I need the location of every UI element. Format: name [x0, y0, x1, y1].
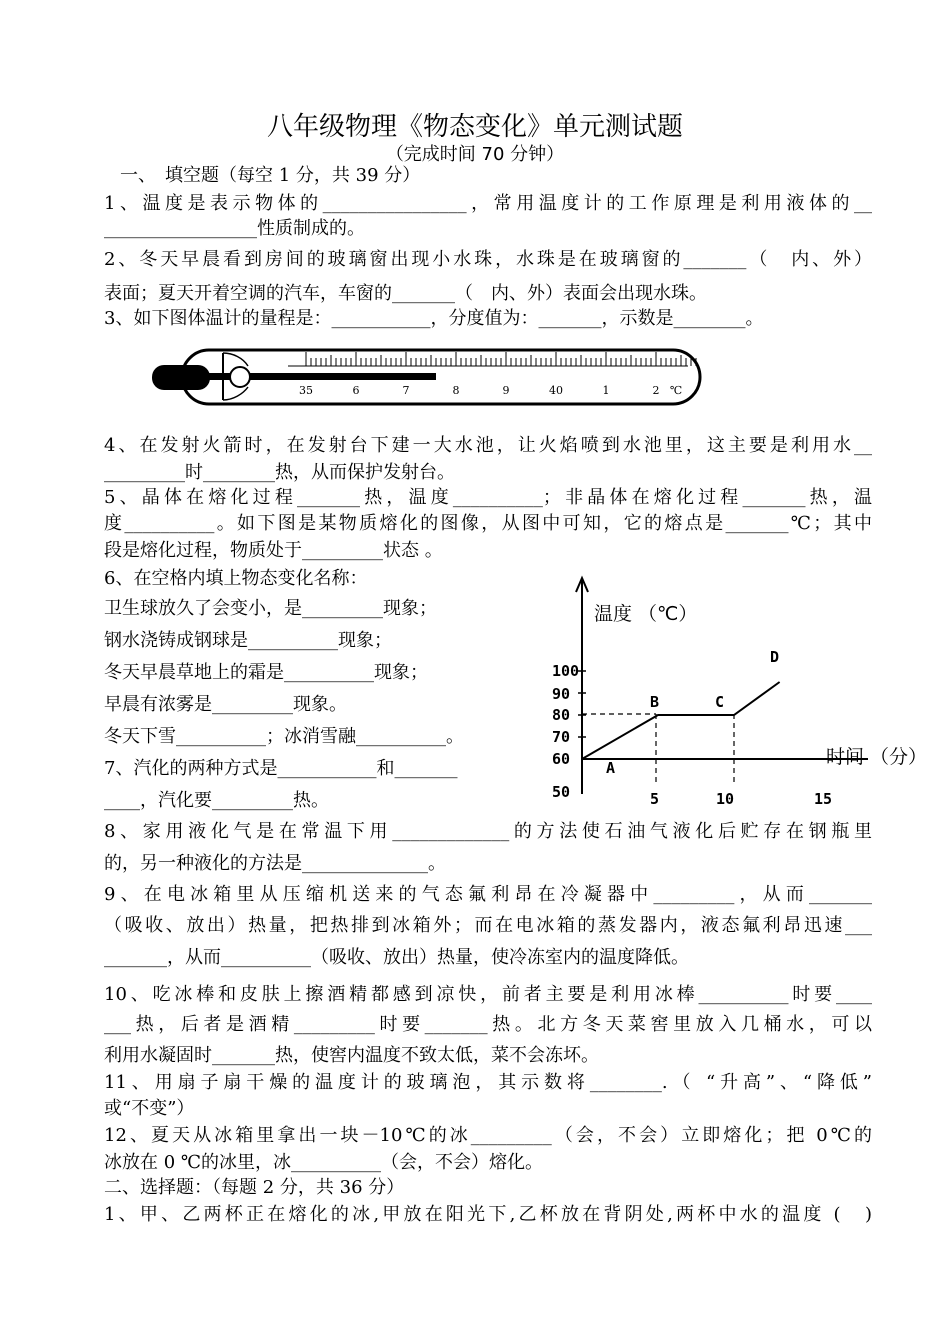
melting-graph — [548, 572, 946, 812]
thermo-label-41: 1 — [602, 384, 610, 397]
q9-line3: _______，从而__________（吸收、放出）热量，使冷冻室内的温度降低。 — [104, 947, 689, 968]
graph-xlabel: 时间 （分） — [826, 746, 928, 768]
section2-heading: 二、选择题：（每题 2 分，共 36 分） — [104, 1177, 405, 1198]
thermo-label-35: 35 — [299, 384, 313, 397]
q11-line1: 11、用扇子扇干燥的温度计的玻璃泡，其示数将________.（ “升高”、“降低” — [104, 1072, 872, 1093]
page-subtitle: （完成时间 70 分钟） — [385, 144, 565, 165]
melting-curve — [582, 682, 780, 759]
q10-line2: ___热，后者是酒精_________时要_______热。北方冬天菜窖里放入几桶水，可以 — [104, 1014, 872, 1035]
point-label-a: A — [606, 759, 616, 777]
thermo-label-39: 9 — [502, 384, 510, 397]
section1-heading: 一、 填空题（每空 1 分，共 39 分） — [120, 165, 421, 186]
xtick-5: 5 — [650, 790, 660, 808]
q3-text: 3、如下图体温计的量程是：___________，分度值为：_______，示数是________。 — [104, 308, 764, 329]
q2-line2: 表面；夏天开着空调的汽车，车窗的_______（ 内、外）表面会出现水珠。 — [104, 283, 707, 304]
q5-line3: 段是熔化过程，物质处于_________状态 。 — [104, 540, 443, 561]
point-label-c: C — [715, 693, 725, 711]
q6-line1: 6、在空格内填上物态变化名称： — [104, 568, 368, 589]
page-title: 八年级物理《物态变化》单元测试题 — [266, 112, 683, 142]
q7-line2: ____，汽化要_________热。 — [104, 790, 329, 811]
q4-line2: _________时________热，从而保护发射台。 — [104, 462, 455, 483]
thermo-unit: ℃ — [669, 384, 683, 397]
q12-line1: 12、夏天从冰箱里拿出一块－10℃的冰_________（会，不会）立即熔化；把 0℃的 — [104, 1125, 872, 1146]
q6-line3: 钢水浇铸成钢球是__________现象； — [104, 630, 392, 651]
q6-line4: 冬天早晨草地上的霜是__________现象； — [104, 662, 428, 683]
thermo-label-42: 2 — [652, 384, 660, 397]
ytick-100: 100 — [552, 662, 580, 680]
q7-line1: 7、汽化的两种方式是___________和_______ — [104, 758, 458, 779]
ytick-50: 50 — [552, 783, 571, 801]
q4-line1: 4、在发射火箭时，在发射台下建一大水池，让火焰喷到水池里，这主要是利用水__ — [104, 435, 872, 456]
q11-line2: 或“不变”） — [104, 1098, 195, 1119]
q10-line3: 利用水凝固时_______热，使窖内温度不致太低，菜不会冻坏。 — [104, 1045, 599, 1066]
q6-line6: 冬天下雪__________；冰消雪融__________。 — [104, 726, 464, 747]
clinical-thermometer — [148, 346, 704, 408]
xtick-15: 15 — [814, 790, 833, 808]
thermo-label-37: 7 — [402, 384, 410, 397]
ytick-60: 60 — [552, 750, 571, 768]
q5-line1: 5、晶体在熔化过程_______热，温度__________；非晶体在熔化过程_______热，温 — [104, 487, 872, 508]
q9-line1: 9、在电冰箱里从压缩机送来的气态氟利昂在冷凝器中_________，从而_______ — [104, 884, 872, 905]
thermo-label-36: 6 — [352, 384, 360, 397]
ytick-80: 80 — [552, 706, 571, 724]
point-label-b: B — [650, 693, 660, 711]
mc1-text: 1、甲、乙两杯正在熔化的冰,甲放在阳光下,乙杯放在背阴处,两杯中水的温度 ( ) — [104, 1204, 872, 1225]
q12-line2: 冰放在 0 ℃的冰里，冰__________（会，不会）熔化。 — [104, 1152, 544, 1173]
graph-ylabel: 温度 （℃） — [594, 603, 698, 625]
q1-line2: _________________性质制成的。 — [104, 218, 365, 239]
xtick-10: 10 — [716, 790, 735, 808]
q9-line2: （吸收、放出）热量，把热排到冰箱外；而在电冰箱的蒸发器内，液态氟利昂迅速___ — [104, 915, 872, 936]
thermo-label-40: 40 — [549, 384, 563, 397]
ytick-70: 70 — [552, 728, 571, 746]
thermo-label-38: 8 — [452, 384, 460, 397]
q1-line1: 1、温度是表示物体的________________，常用温度计的工作原理是利用液体的__ — [104, 193, 872, 214]
point-label-d: D — [770, 648, 780, 666]
q6-line2: 卫生球放久了会变小，是_________现象； — [104, 598, 437, 619]
ytick-90: 90 — [552, 685, 571, 703]
q6-line5: 早晨有浓雾是_________现象。 — [104, 694, 347, 715]
q8-line1: 8、家用液化气是在常温下用_____________的方法使石油气液化后贮存在钢瓶里 — [104, 821, 872, 842]
q2-line1: 2、冬天早晨看到房间的玻璃窗出现小水珠，水珠是在玻璃窗的_______（ 内、外） — [104, 249, 872, 270]
q8-line2: 的，另一种液化的方法是______________。 — [104, 853, 446, 874]
q5-line2: 度__________。如下图是某物质熔化的图像，从图中可知，它的熔点是_______℃；其中 — [104, 513, 872, 534]
q10-line1: 10、吃冰棒和皮肤上擦酒精都感到凉快，前者主要是利用冰棒__________时要____ — [104, 984, 872, 1005]
